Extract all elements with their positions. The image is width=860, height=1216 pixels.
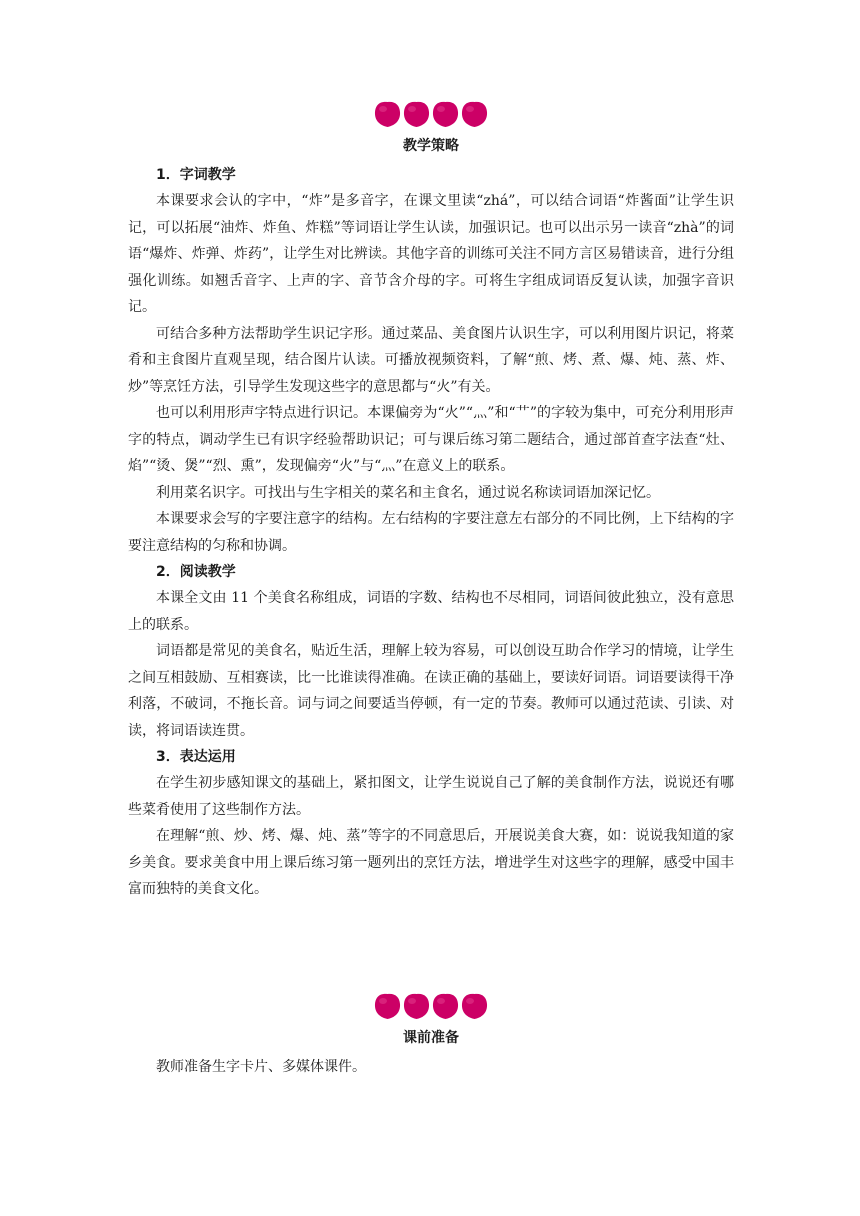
section-preparation xyxy=(128,992,734,1081)
section-title: 教学策略 xyxy=(403,138,459,154)
petal-icon xyxy=(403,100,430,128)
paragraph: 本课要求会写的字要注意字的结构。左右结构的字要注意左右部分的不同比例，上下结构的字要注意结构的匀称和协调。 xyxy=(128,511,734,554)
section-decoration xyxy=(128,100,734,130)
petal-icon xyxy=(374,100,401,128)
petal-icon xyxy=(461,100,488,128)
paragraph: 也可以利用形声字特点进行识记。本课偏旁为“火”“灬”和“艹”的字较为集中，可充分利用形声字的特点，调动学生已有识字经验帮助识记；可与课后练习第二题结合，通过部首查字法查“灶、焰”“烫、煲”“烈、熏”，发现偏旁“火”与“灬”在意义上的联系。 xyxy=(128,405,734,474)
section-decoration xyxy=(128,992,734,1022)
petal-icon xyxy=(432,100,459,128)
paragraph: 在学生初步感知课文的基础上，紧扣图文，让学生说说自己了解的美食制作方法，说说还有哪些菜肴使用了这些制作方法。 xyxy=(128,775,734,818)
paragraph: 本课全文由 11 个美食名称组成，词语的字数、结构也不尽相同，词语间彼此独立，没有意思上的联系。 xyxy=(128,590,734,633)
petal-icon xyxy=(374,992,401,1020)
paragraph: 可结合多种方法帮助学生识记字形。通过菜品、美食图片认识生字，可以利用图片识记，将菜肴和主食图片直观呈现，结合图片认读。可播放视频资料，了解“煎、烤、煮、爆、炖、蒸、炸、炒”等烹饪方法，引导学生发现这些字的意思都与“火”有关。 xyxy=(128,325,734,395)
heading-reading: 2．阅读教学 xyxy=(156,564,236,580)
paragraph: 在理解“煎、炒、烤、爆、炖、蒸”等字的不同意思后，开展说美食大赛，如：说说我知道的家乡美食。要求美食中用上课后练习第一题列出的烹饪方法，增进学生对这些字的理解，感受中国丰富而独特的美食文化。 xyxy=(128,828,734,897)
section-title: 课前准备 xyxy=(403,1030,459,1046)
paragraph: 词语都是常见的美食名，贴近生活，理解上较为容易，可以创设互助合作学习的情境，让学生之间互相鼓励、互相赛读，比一比谁读得准确。在读正确的基础上，要读好词语。词语要读得干净利落，不破词，不拖长音。词与词之间要适当停顿，有一定的节奏。教师可以通过范读、引读、对读，将词语读连贯。 xyxy=(128,643,734,739)
heading-vocab: 1．字词教学 xyxy=(156,167,236,183)
section-teaching-strategy xyxy=(128,100,734,903)
petal-icon xyxy=(403,992,430,1020)
petal-icon xyxy=(432,992,459,1020)
heading-expression: 3．表达运用 xyxy=(156,749,236,765)
paragraph: 利用菜名识字。可找出与生字相关的菜名和主食名，通过说名称读词语加深记忆。 xyxy=(156,484,660,501)
paragraph: 本课要求会认的字中，“炸”是多音字，在课文里读“zhá”，可以结合词语“炸酱面”让学生识记，可以拓展“油炸、炸鱼、炸糕”等词语让学生认读，加强识记。也可以出示另一读音“zhà”的词语“爆炸、炸弹、炸药”，让学生对比辨读。其他字音的训练可关注不同方言区易错读音，进行分组强化训练。如翘舌音字、上声的字、音节含介母的字。可将生字组成词语反复认读，加强字音识记。 xyxy=(128,193,734,315)
petal-icon xyxy=(461,992,488,1020)
paragraph: 教师准备生字卡片、多媒体课件。 xyxy=(156,1059,366,1075)
